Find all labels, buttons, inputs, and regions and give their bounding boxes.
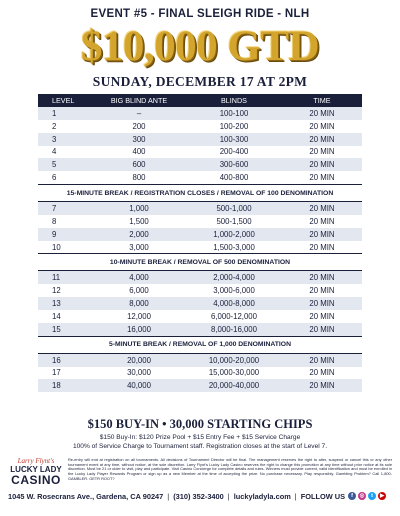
ante-cell: 1,500 bbox=[92, 215, 186, 228]
blinds-cell: 2,000-4,000 bbox=[186, 271, 282, 284]
blinds-cell: 6,000-12,000 bbox=[186, 310, 282, 323]
time-cell: 20 MIN bbox=[282, 353, 362, 366]
blinds-cell: 4,000-8,000 bbox=[186, 297, 282, 310]
blinds-cell: 400-800 bbox=[186, 171, 282, 184]
blinds-cell: 8,000-16,000 bbox=[186, 323, 282, 336]
level-cell: 14 bbox=[38, 310, 92, 323]
level-cell: 15 bbox=[38, 323, 92, 336]
ante-cell: 1,000 bbox=[92, 202, 186, 215]
buyin-headline: $150 BUY-IN • 30,000 STARTING CHIPS bbox=[87, 417, 313, 431]
time-cell: 20 MIN bbox=[282, 310, 362, 323]
level-cell: 12 bbox=[38, 284, 92, 297]
time-cell: 20 MIN bbox=[282, 271, 362, 284]
level-cell: 17 bbox=[38, 367, 92, 380]
break-row bbox=[38, 185, 362, 202]
ante-cell: 8,000 bbox=[92, 297, 186, 310]
casino-logo bbox=[8, 457, 64, 491]
ante-cell: 400 bbox=[92, 146, 186, 159]
logo-main-text: LUCKY LADY bbox=[10, 465, 62, 474]
table-row bbox=[38, 284, 362, 297]
table-body bbox=[38, 107, 362, 392]
time-cell: 20 MIN bbox=[282, 133, 362, 146]
break-row bbox=[38, 336, 362, 353]
level-cell: 9 bbox=[38, 228, 92, 241]
table-row bbox=[38, 367, 362, 380]
footer-website-link[interactable]: luckyladyla.com bbox=[233, 491, 291, 501]
social-icons bbox=[348, 492, 386, 500]
blinds-cell: 200-400 bbox=[186, 146, 282, 159]
table-row bbox=[38, 158, 362, 171]
ante-cell: – bbox=[92, 107, 186, 120]
time-cell: 20 MIN bbox=[282, 379, 362, 392]
buyin-breakdown: $150 Buy-In: $120 Prize Pool + $15 Entry Fee + $15 Service Charge bbox=[99, 434, 301, 441]
ante-cell: 800 bbox=[92, 171, 186, 184]
level-cell: 5 bbox=[38, 158, 92, 171]
column-header-ante: BIG BLIND ANTE bbox=[92, 94, 186, 107]
table-row bbox=[38, 146, 362, 159]
table-row bbox=[38, 133, 362, 146]
break-row bbox=[38, 254, 362, 271]
column-header-time: TIME bbox=[282, 94, 362, 107]
ante-cell: 2,000 bbox=[92, 228, 186, 241]
table-row bbox=[38, 271, 362, 284]
level-cell: 10 bbox=[38, 241, 92, 254]
time-cell: 20 MIN bbox=[282, 323, 362, 336]
follow-us-label: FOLLOW US bbox=[300, 491, 346, 501]
footer-phone[interactable]: (310) 352-3400 bbox=[173, 491, 224, 501]
logo-script-text: Larry Flynt's bbox=[17, 457, 55, 465]
guarantee-headline: $10,000 GTD bbox=[80, 23, 320, 70]
ante-cell: 40,000 bbox=[92, 379, 186, 392]
break-label: 15-MINUTE BREAK / REGISTRATION CLOSES / REMOVAL OF 100 DENOMINATION bbox=[38, 185, 362, 202]
time-cell: 20 MIN bbox=[282, 241, 362, 254]
event-date: SUNDAY, DECEMBER 17 AT 2PM bbox=[92, 74, 308, 89]
footer bbox=[8, 490, 392, 502]
instagram-icon[interactable]: ◎ bbox=[359, 493, 365, 499]
blinds-cell: 10,000-20,000 bbox=[186, 353, 282, 366]
blinds-cell: 3,000-6,000 bbox=[186, 284, 282, 297]
youtube-icon[interactable]: ▶ bbox=[379, 493, 385, 499]
time-cell: 20 MIN bbox=[282, 107, 362, 120]
blinds-cell: 100-300 bbox=[186, 133, 282, 146]
level-cell: 6 bbox=[38, 171, 92, 184]
time-cell: 20 MIN bbox=[282, 120, 362, 133]
time-cell: 20 MIN bbox=[282, 284, 362, 297]
ante-cell: 16,000 bbox=[92, 323, 186, 336]
level-cell: 2 bbox=[38, 120, 92, 133]
level-cell: 11 bbox=[38, 271, 92, 284]
footer-separator: | bbox=[227, 491, 230, 501]
time-cell: 20 MIN bbox=[282, 158, 362, 171]
column-header-blinds: BLINDS bbox=[186, 94, 282, 107]
footer-address: 1045 W. Rosecrans Ave., Gardena, CA 90247 bbox=[8, 491, 164, 501]
footer-separator: | bbox=[294, 491, 297, 501]
level-cell: 7 bbox=[38, 202, 92, 215]
table-header-row bbox=[38, 94, 362, 107]
level-cell: 18 bbox=[38, 379, 92, 392]
time-cell: 20 MIN bbox=[282, 171, 362, 184]
blinds-cell: 500-1,500 bbox=[186, 215, 282, 228]
service-charge-note: 100% of Service Charge to Tournament staff. Registration closes at the start of Level 7. bbox=[72, 443, 328, 450]
ante-cell: 600 bbox=[92, 158, 186, 171]
blinds-cell: 1,500-3,000 bbox=[186, 241, 282, 254]
level-cell: 4 bbox=[38, 146, 92, 159]
table-row bbox=[38, 228, 362, 241]
table-row bbox=[38, 171, 362, 184]
blinds-cell: 1,000-2,000 bbox=[186, 228, 282, 241]
ante-cell: 3,000 bbox=[92, 241, 186, 254]
table-row bbox=[38, 202, 362, 215]
ante-cell: 12,000 bbox=[92, 310, 186, 323]
blind-structure-table bbox=[38, 94, 362, 392]
table-row bbox=[38, 215, 362, 228]
footer-separator: | bbox=[167, 491, 170, 501]
break-label: 10-MINUTE BREAK / REMOVAL OF 500 DENOMINATION bbox=[38, 254, 362, 271]
blinds-cell: 100-200 bbox=[186, 120, 282, 133]
blinds-cell: 300-600 bbox=[186, 158, 282, 171]
level-cell: 8 bbox=[38, 215, 92, 228]
logo-casino-text: CASINO bbox=[11, 473, 61, 487]
time-cell: 20 MIN bbox=[282, 215, 362, 228]
twitter-icon[interactable]: t bbox=[368, 492, 376, 500]
time-cell: 20 MIN bbox=[282, 297, 362, 310]
legal-disclaimer: Re-entry will end at registration on all tournaments. All decisions of Tournament Director will be final. The management reserves the right to alter, suspend or cancel this or any other tournament event at any time, without notice, at the sole discretion. Larry Flynt's Lucky Lady Casino reserves the right to change this promotion at any time without prior notice at its sole discretion. Must be 21 or older to visit, play and participate. Visit Casino Concierge for complete details and rules. Winners must provide current, valid identification and must be enrolled in the Lucky Lady Player Rewards Program or sign up as a new Member at the time of accepting the prize. No purchase necessary. Play responsibly. Gambling Problem? Call 1-800-GAMBLER. GETR ROOT? bbox=[68, 457, 392, 481]
ante-cell: 20,000 bbox=[92, 353, 186, 366]
level-cell: 1 bbox=[38, 107, 92, 120]
blinds-cell: 15,000-30,000 bbox=[186, 367, 282, 380]
ante-cell: 4,000 bbox=[92, 271, 186, 284]
blinds-cell: 500-1,000 bbox=[186, 202, 282, 215]
time-cell: 20 MIN bbox=[282, 228, 362, 241]
time-cell: 20 MIN bbox=[282, 367, 362, 380]
break-label: 5-MINUTE BREAK / REMOVAL OF 1,000 DENOMINATION bbox=[38, 336, 362, 353]
facebook-icon[interactable]: f bbox=[348, 492, 356, 500]
table-row bbox=[38, 120, 362, 133]
table-row bbox=[38, 241, 362, 254]
table-row bbox=[38, 353, 362, 366]
blinds-cell: 20,000-40,000 bbox=[186, 379, 282, 392]
table-row bbox=[38, 379, 362, 392]
level-cell: 13 bbox=[38, 297, 92, 310]
ante-cell: 200 bbox=[92, 120, 186, 133]
time-cell: 20 MIN bbox=[282, 146, 362, 159]
table-row bbox=[38, 297, 362, 310]
ante-cell: 6,000 bbox=[92, 284, 186, 297]
event-title: EVENT #5 - FINAL SLEIGH RIDE - NLH bbox=[90, 8, 310, 20]
ante-cell: 300 bbox=[92, 133, 186, 146]
table-row bbox=[38, 310, 362, 323]
level-cell: 16 bbox=[38, 353, 92, 366]
level-cell: 3 bbox=[38, 133, 92, 146]
table-row bbox=[38, 107, 362, 120]
column-header-level: LEVEL bbox=[38, 94, 92, 107]
time-cell: 20 MIN bbox=[282, 202, 362, 215]
blinds-cell: 100-100 bbox=[186, 107, 282, 120]
ante-cell: 30,000 bbox=[92, 367, 186, 380]
table-row bbox=[38, 323, 362, 336]
